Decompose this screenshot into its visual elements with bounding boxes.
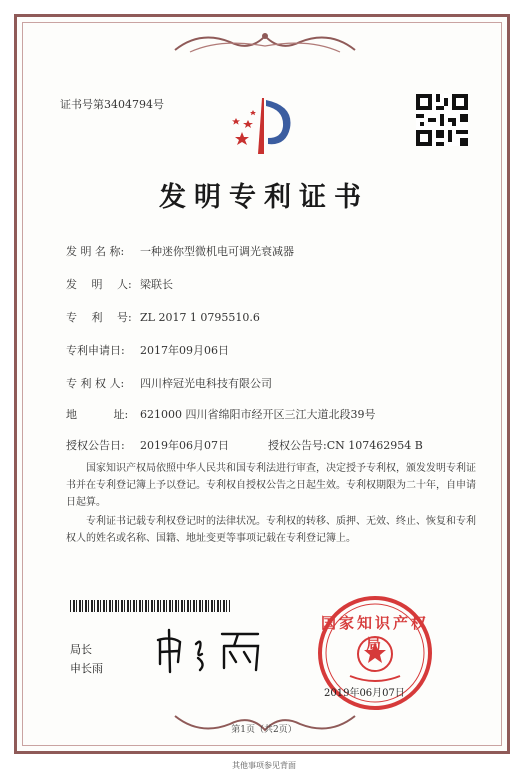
field-grant-date xyxy=(66,437,229,453)
address-label: 地 址: xyxy=(66,408,129,421)
page-indicator: 第1页（共2页） xyxy=(231,725,297,735)
seal-date: 2019年06月07日 xyxy=(324,688,405,699)
announcement-no-value: CN 107462954 B xyxy=(326,439,423,452)
legal-status-paragraph: 专利证书记载专利权登记时的法律状况。专利权的转移、质押、无效、终止、恢复和专利权人的姓名或名称、国籍、地址变更等事项记载在专利登记簿上。 xyxy=(66,516,476,544)
invention-name-label: 发 明 名 称: xyxy=(66,245,125,258)
patentee-label: 专 利 权 人: xyxy=(66,377,125,390)
filing-date-label: 专利申请日: xyxy=(66,344,125,357)
patent-no-value: ZL 2017 1 0795510.6 xyxy=(140,311,260,324)
grant-date-label: 授权公告日: xyxy=(66,439,125,452)
field-patent-no xyxy=(66,309,260,325)
announcement-no-label: 授权公告号: xyxy=(268,439,327,452)
certificate-number: 证书号第3404794号 xyxy=(60,98,164,111)
certificate-title: 发明专利证书 xyxy=(159,182,369,213)
signature-icon xyxy=(150,624,270,676)
signer-title: 局长 xyxy=(70,643,92,656)
field-patentee xyxy=(66,375,272,391)
qr-code-icon xyxy=(416,94,468,146)
grant-paragraph: 国家知识产权局依照中华人民共和国专利法进行审查，决定授予专利权，颁发发明专利证书并在专利登记簿上予以登记。专利权自授权公告之日起生效。专利权期限为二十年，自申请日起算。 xyxy=(66,463,476,508)
patentee-value: 四川梓冠光电科技有限公司 xyxy=(140,377,272,390)
field-inventor xyxy=(66,276,173,292)
invention-name-value: 一种迷你型微机电可调光衰减器 xyxy=(140,245,294,258)
field-address xyxy=(66,406,375,422)
inventor-value: 梁联长 xyxy=(140,278,173,291)
seal-text: 国家知识产权局 xyxy=(320,614,429,653)
filing-date-value: 2017年09月06日 xyxy=(140,344,229,357)
patent-no-label: 专 利 号: xyxy=(66,311,132,324)
grant-date-value: 2019年06月07日 xyxy=(140,439,229,452)
inventor-label: 发 明 人: xyxy=(66,278,132,291)
field-filing-date xyxy=(66,342,229,358)
patent-office-logo-icon xyxy=(228,92,298,162)
signer-name: 申长雨 xyxy=(70,662,103,675)
field-announcement-no xyxy=(268,437,423,453)
address-value: 621000 四川省绵阳市经开区三江大道北段39号 xyxy=(140,408,376,421)
top-ornament-icon xyxy=(170,28,360,58)
footer-note: 其他事项参见背面 xyxy=(232,761,296,770)
barcode-icon xyxy=(70,600,230,612)
field-invention-name xyxy=(66,243,294,259)
